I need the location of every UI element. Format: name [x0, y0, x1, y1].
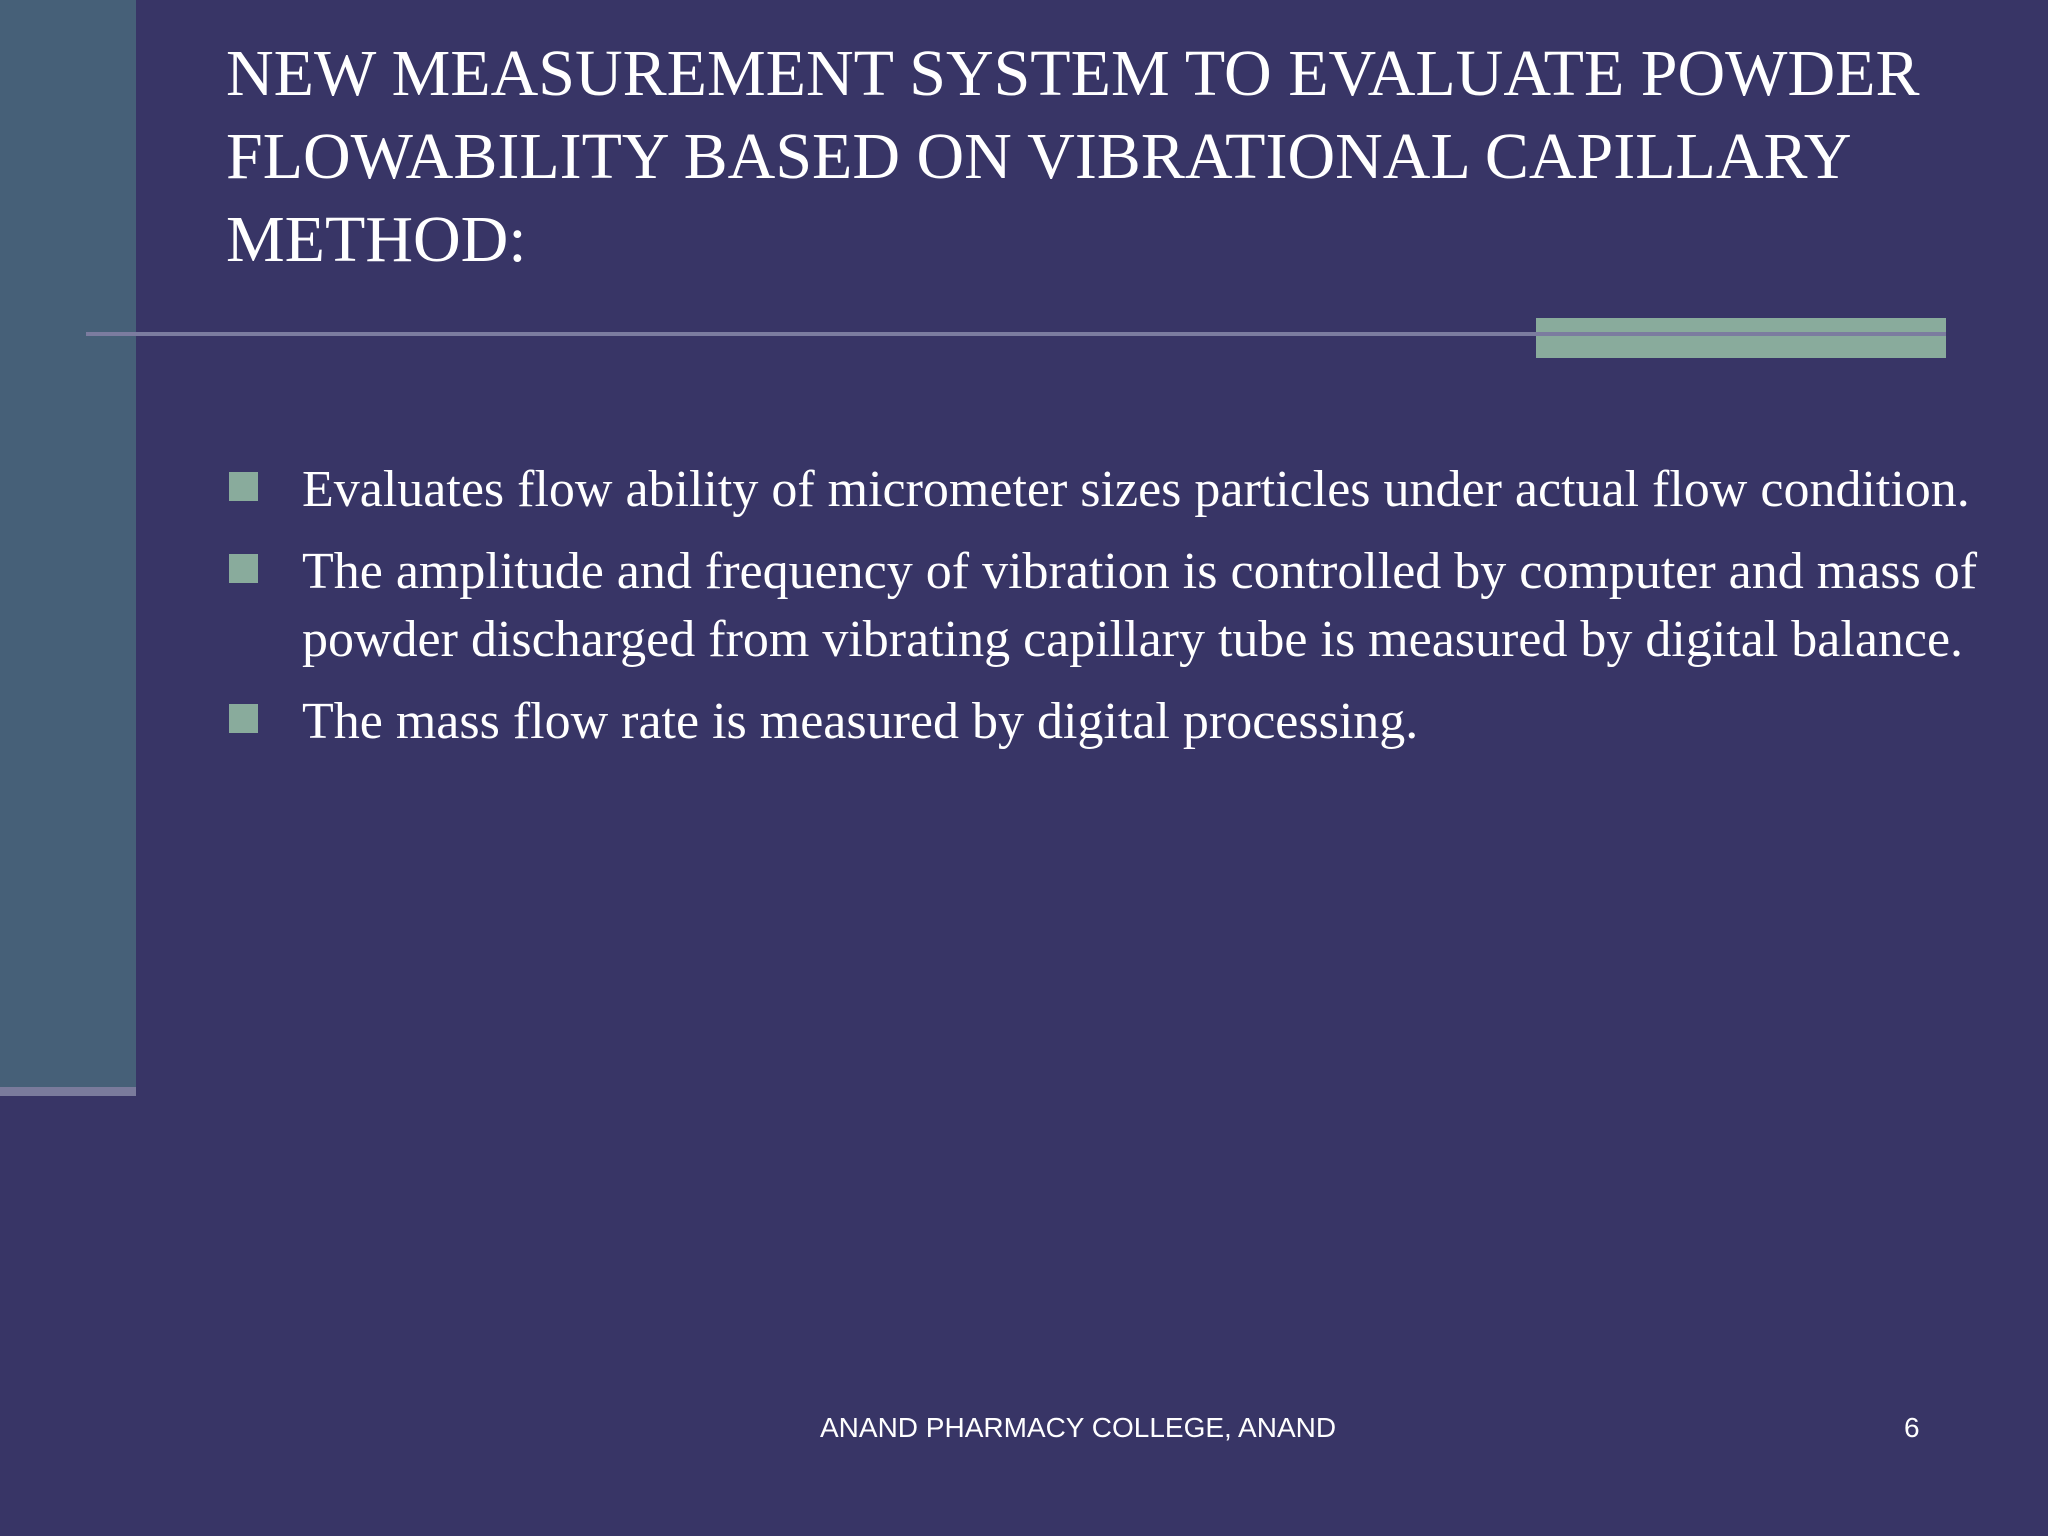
square-bullet-icon — [229, 554, 258, 583]
left-decor-bar-edge — [0, 1087, 136, 1096]
left-decor-bar — [0, 0, 136, 1087]
bullet-item — [226, 538, 1986, 674]
bullet-text: The amplitude and frequency of vibration is controlled by computer and mass of powder discharged from vibrating capillary tube is measured by digital balance. — [302, 543, 1978, 668]
slide-title: NEW MEASUREMENT SYSTEM TO EVALUATE POWDER FLOWABILITY BASED ON VIBRATIONAL CAPILLARY METHOD: — [226, 37, 1920, 276]
title-accent-block — [1536, 318, 1946, 358]
square-bullet-icon — [229, 472, 258, 501]
bullet-list — [226, 456, 1986, 770]
footer-text: ANAND PHARMACY COLLEGE, ANAND — [820, 1412, 1337, 1443]
bullet-item — [226, 688, 1986, 756]
bullet-text: Evaluates flow ability of micrometer sizes particles under actual flow condition. — [302, 461, 1970, 518]
bullet-text: The mass flow rate is measured by digital processing. — [302, 693, 1419, 750]
square-bullet-icon — [229, 704, 258, 733]
bullet-item — [226, 456, 1986, 524]
page-number: 6 — [1904, 1412, 1920, 1443]
